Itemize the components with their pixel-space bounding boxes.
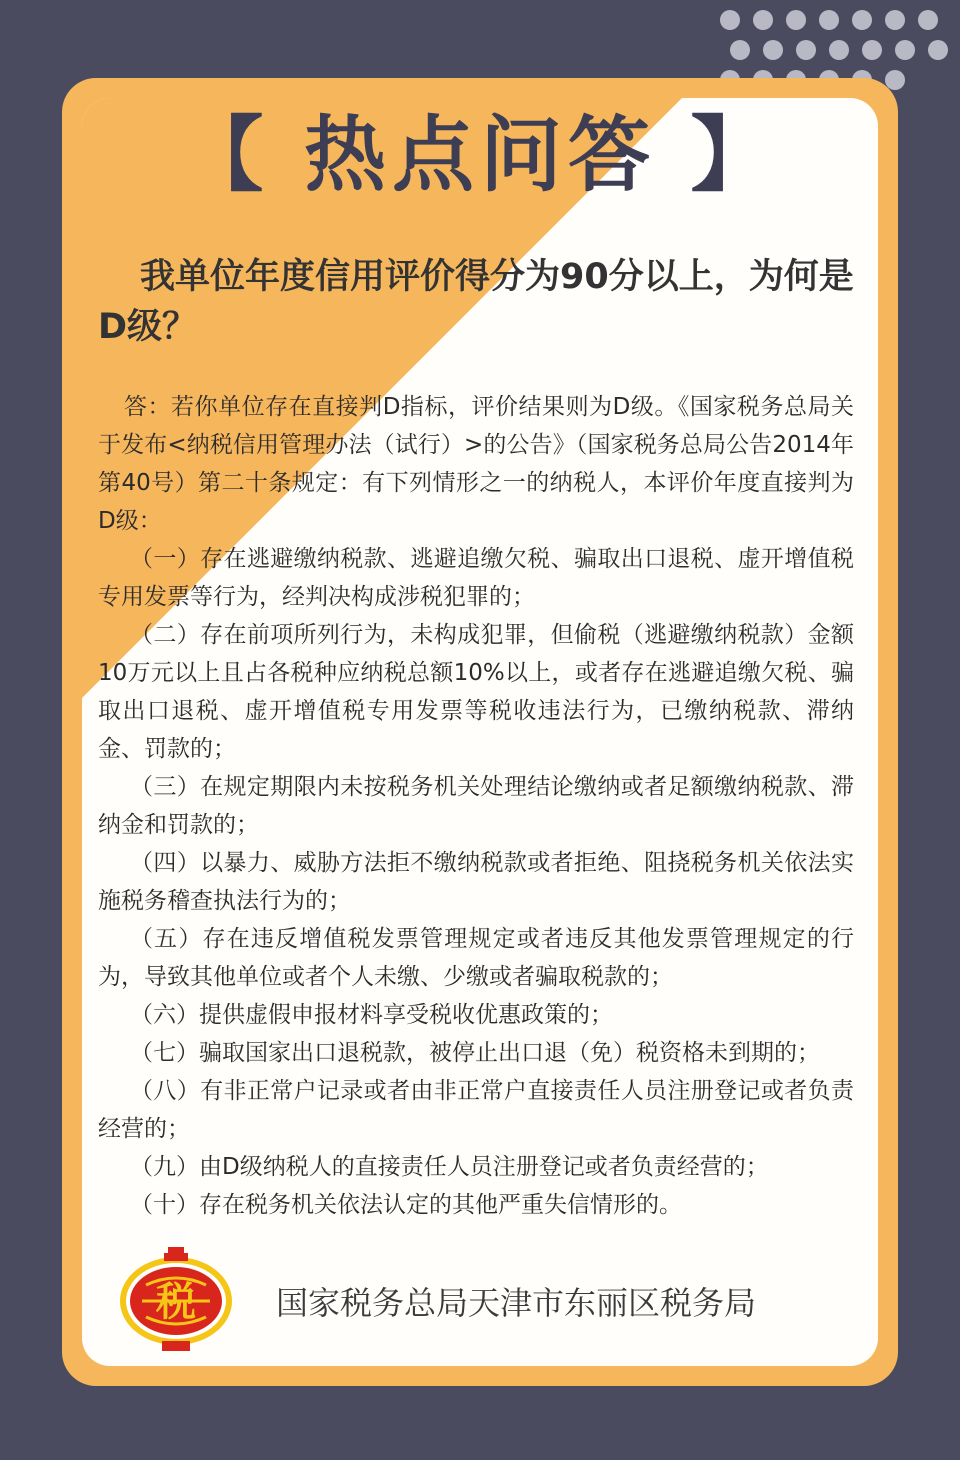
decorative-dot	[852, 10, 872, 30]
decorative-dot	[862, 40, 882, 60]
answer-body	[98, 388, 854, 1224]
decorative-dot	[753, 10, 773, 30]
list-item: （三）在规定期限内未按税务机关处理结论缴纳或者足额缴纳税款、滞纳金和罚款的；	[98, 774, 854, 838]
answer-intro: 答：若你单位存在直接判D指标，评价结果则为D级。《国家税务总局关于发布<纳税信用管理办法（试行）>的公告》（国家税务总局公告2014年第40号）第二十条规定：有下列情形之一的纳税人，本评价年度直接判为D级：	[98, 394, 854, 534]
decorative-dot	[885, 10, 905, 30]
list-item: （四）以暴力、威胁方法拒不缴纳税款或者拒绝、阻挠税务机关依法实施税务稽查执法行为的；	[98, 850, 854, 914]
decorative-dot	[763, 40, 783, 60]
question-heading: 我单位年度信用评价得分为90分以上，为何是D级？	[98, 257, 854, 347]
decorative-dot	[829, 40, 849, 60]
list-item: （二）存在前项所列行为，未构成犯罪，但偷税（逃避缴纳税款）金额10万元以上且占各税种应纳税总额10%以上，或者存在逃避追缴欠税、骗取出口退税、虚开增值税专用发票等税收违法行为，已缴纳税款、滞纳金、罚款的；	[98, 622, 854, 762]
decorative-dot	[819, 10, 839, 30]
decorative-dot	[786, 10, 806, 30]
tax-emblem-icon	[116, 1245, 236, 1355]
poster-title: 【 热点问答 】	[181, 108, 779, 203]
list-item: （九）由D级纳税人的直接责任人员注册登记或者负责经营的；	[130, 1154, 769, 1180]
list-item: （七）骗取国家出口退税款，被停止出口退（免）税资格未到期的；	[130, 1040, 820, 1066]
decorative-dot	[895, 40, 915, 60]
svg-text:税: 税	[156, 1279, 196, 1325]
decorative-dot	[730, 40, 750, 60]
list-item: （五）存在违反增值税发票管理规定或者违反其他发票管理规定的行为，导致其他单位或者个人未缴、少缴或者骗取税款的；	[98, 926, 854, 990]
footer	[116, 1245, 836, 1355]
list-item: （一）存在逃避缴纳税款、逃避追缴欠税、骗取出口退税、虚开增值税专用发票等行为，经判决构成涉税犯罪的；	[98, 546, 854, 610]
footer-organization: 国家税务总局天津市东丽区税务局	[276, 1284, 757, 1322]
decorative-dot	[720, 10, 740, 30]
list-item: （六）提供虚假申报材料享受税收优惠政策的；	[130, 1002, 613, 1028]
list-item: （十）存在税务机关依法认定的其他严重失信情形的。	[130, 1192, 682, 1218]
decorative-dot	[918, 10, 938, 30]
decorative-dot	[796, 40, 816, 60]
decorative-dot	[928, 40, 948, 60]
list-item: （八）有非正常户记录或者由非正常户直接责任人员注册登记或者负责经营的；	[98, 1078, 854, 1142]
